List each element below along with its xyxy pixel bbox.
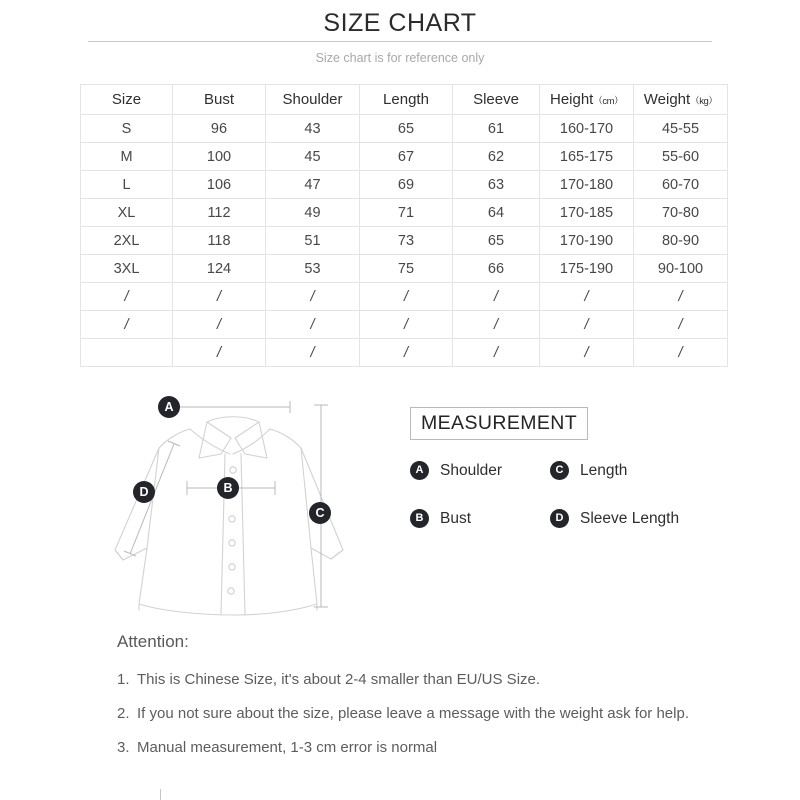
column-header-label: Bust	[203, 91, 234, 108]
cell-height: 170-180	[540, 171, 634, 199]
cell-bust: /	[173, 283, 266, 311]
attention-section	[117, 632, 717, 771]
cell-sleeve: /	[453, 283, 540, 311]
page-header	[0, 0, 800, 65]
size-chart-table	[80, 84, 728, 367]
cell-size: S	[81, 115, 173, 143]
attention-heading: Attention:	[117, 632, 189, 651]
legend-label-bust: Bust	[440, 509, 472, 527]
cell-height: 175-190	[540, 255, 634, 283]
cell-bust: 100	[173, 143, 266, 171]
cell-weight: /	[634, 283, 728, 311]
diagram-marker-d-sleeve-length: D	[133, 481, 155, 503]
column-header-weight	[634, 85, 728, 115]
diagram-marker-b-bust: B	[217, 477, 239, 499]
cell-length: /	[360, 339, 453, 367]
legend-badge-a: A	[410, 461, 429, 480]
cell-height: 165-175	[540, 143, 634, 171]
cell-sleeve: /	[453, 339, 540, 367]
cell-length: /	[360, 283, 453, 311]
cell-weight: /	[634, 339, 728, 367]
cell-weight: 55-60	[634, 143, 728, 171]
legend-badge-b: B	[410, 509, 429, 528]
cell-length: 71	[360, 199, 453, 227]
column-header-bust	[173, 85, 266, 115]
cell-size: L	[81, 171, 173, 199]
cell-bust: 124	[173, 255, 266, 283]
table-row	[81, 311, 728, 339]
cell-weight: 90-100	[634, 255, 728, 283]
column-header-label: Sleeve	[473, 91, 519, 108]
cell-bust: 118	[173, 227, 266, 255]
garment-diagram	[95, 382, 375, 627]
cell-length: 75	[360, 255, 453, 283]
table-row	[81, 115, 728, 143]
diagram-marker-a-shoulder: A	[158, 396, 180, 418]
cell-shoulder: 47	[266, 171, 360, 199]
cell-length: 73	[360, 227, 453, 255]
cell-size	[81, 339, 173, 367]
cell-height: /	[540, 311, 634, 339]
cell-bust: 96	[173, 115, 266, 143]
cell-size: /	[81, 283, 173, 311]
measurement-title-box	[410, 407, 588, 440]
table-row	[81, 143, 728, 171]
cell-sleeve: 65	[453, 227, 540, 255]
legend-item-bust	[410, 509, 550, 528]
page-title: SIZE CHART	[323, 9, 477, 37]
column-header-unit: （cm）	[593, 96, 624, 107]
attention-text: Manual measurement, 1-3 cm error is normal	[137, 739, 438, 756]
attention-item-1	[117, 669, 717, 690]
measurement-legend-list	[410, 461, 710, 528]
cell-shoulder: /	[266, 311, 360, 339]
table-row	[81, 171, 728, 199]
cell-weight: 70-80	[634, 199, 728, 227]
legend-item-sleeve-length	[550, 509, 710, 528]
cell-length: /	[360, 311, 453, 339]
cell-size: 2XL	[81, 227, 173, 255]
table-row	[81, 255, 728, 283]
cell-shoulder: 53	[266, 255, 360, 283]
legend-label-shoulder: Shoulder	[440, 461, 503, 479]
measure-guides	[124, 401, 328, 607]
column-header-label: Length	[383, 91, 429, 108]
cell-bust: /	[173, 339, 266, 367]
measurement-legend-panel	[410, 407, 710, 528]
attention-text: This is Chinese Size, it's about 2-4 smaller than EU/US Size.	[137, 671, 541, 688]
legend-label-sleeve-length: Sleeve Length	[580, 509, 680, 527]
cell-height: 170-185	[540, 199, 634, 227]
cell-shoulder: 45	[266, 143, 360, 171]
cell-length: 65	[360, 115, 453, 143]
shirt-illustration	[95, 382, 375, 627]
table-body	[81, 115, 728, 367]
column-header-size	[81, 85, 173, 115]
legend-badge-d: D	[550, 509, 569, 528]
attention-number: 1.	[117, 671, 130, 688]
legend-item-shoulder	[410, 461, 550, 480]
column-header-height	[540, 85, 634, 115]
cell-sleeve: 64	[453, 199, 540, 227]
cell-sleeve: 62	[453, 143, 540, 171]
table-row	[81, 283, 728, 311]
diagram-marker-c-length: C	[309, 502, 331, 524]
cell-height: 160-170	[540, 115, 634, 143]
cell-size: M	[81, 143, 173, 171]
cell-sleeve: 63	[453, 171, 540, 199]
column-header-label: Weight	[643, 91, 691, 108]
legend-label-length: Length	[580, 461, 628, 479]
table-row	[81, 227, 728, 255]
size-chart-table-container	[80, 84, 727, 367]
cell-bust: /	[173, 311, 266, 339]
cell-height: 170-190	[540, 227, 634, 255]
cell-shoulder: /	[266, 283, 360, 311]
title-divider	[88, 41, 712, 42]
column-header-label: Shoulder	[282, 91, 343, 108]
column-header-shoulder	[266, 85, 360, 115]
legend-item-length	[550, 461, 710, 480]
attention-number: 3.	[117, 739, 130, 756]
cell-shoulder: 49	[266, 199, 360, 227]
column-header-sleeve	[453, 85, 540, 115]
cell-sleeve: /	[453, 311, 540, 339]
table-row	[81, 199, 728, 227]
cell-height: /	[540, 339, 634, 367]
cell-size: 3XL	[81, 255, 173, 283]
attention-truncated-line	[160, 789, 161, 800]
cell-height: /	[540, 283, 634, 311]
cell-shoulder: 51	[266, 227, 360, 255]
cell-length: 69	[360, 171, 453, 199]
column-header-label: Size	[111, 91, 142, 108]
cell-size: XL	[81, 199, 173, 227]
column-header-label: Height	[549, 91, 594, 108]
attention-text: If you not sure about the size, please leave a message with the weight ask for help.	[137, 705, 689, 722]
attention-number: 2.	[117, 705, 130, 722]
table-row	[81, 339, 728, 367]
cell-weight: 60-70	[634, 171, 728, 199]
cell-shoulder: 43	[266, 115, 360, 143]
cell-bust: 112	[173, 199, 266, 227]
cell-shoulder: /	[266, 339, 360, 367]
legend-badge-c: C	[550, 461, 569, 480]
column-header-length	[360, 85, 453, 115]
cell-sleeve: 61	[453, 115, 540, 143]
cell-weight: /	[634, 311, 728, 339]
cell-size: /	[81, 311, 173, 339]
cell-weight: 45-55	[634, 115, 728, 143]
cell-bust: 106	[173, 171, 266, 199]
measurement-title: MEASUREMENT	[421, 412, 578, 434]
column-header-unit: （kg）	[690, 96, 718, 107]
cell-sleeve: 66	[453, 255, 540, 283]
table-header-row	[81, 85, 728, 115]
attention-item-3	[117, 737, 717, 758]
page-subtitle: Size chart is for reference only	[315, 51, 485, 65]
cell-length: 67	[360, 143, 453, 171]
attention-item-2	[117, 703, 717, 724]
cell-weight: 80-90	[634, 227, 728, 255]
